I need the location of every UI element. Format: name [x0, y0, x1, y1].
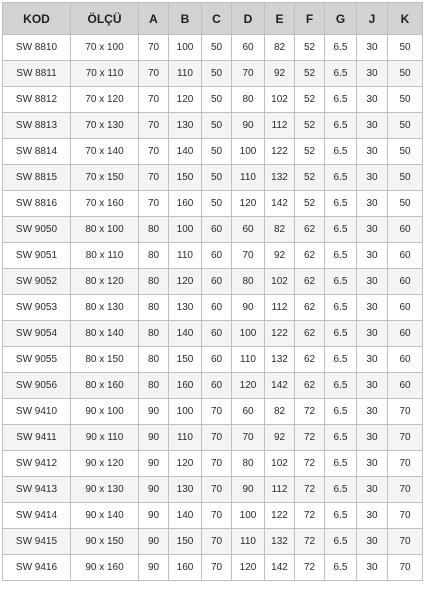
cell-g: 6.5	[325, 555, 357, 581]
cell-olcu: 70 x 130	[71, 113, 139, 139]
cell-f: 62	[295, 295, 325, 321]
cell-d: 120	[232, 555, 265, 581]
cell-c: 50	[202, 191, 232, 217]
cell-b: 110	[169, 425, 202, 451]
cell-f: 72	[295, 425, 325, 451]
cell-j: 30	[357, 529, 388, 555]
cell-a: 90	[139, 503, 169, 529]
cell-b: 100	[169, 217, 202, 243]
cell-f: 62	[295, 217, 325, 243]
table-row	[3, 399, 423, 425]
cell-f: 72	[295, 477, 325, 503]
cell-b: 130	[169, 113, 202, 139]
cell-olcu: 80 x 150	[71, 347, 139, 373]
cell-olcu: 70 x 150	[71, 165, 139, 191]
cell-b: 120	[169, 87, 202, 113]
cell-d: 70	[232, 425, 265, 451]
cell-d: 90	[232, 295, 265, 321]
cell-olcu: 70 x 120	[71, 87, 139, 113]
cell-c: 60	[202, 243, 232, 269]
cell-olcu: 90 x 100	[71, 399, 139, 425]
cell-c: 50	[202, 139, 232, 165]
cell-olcu: 80 x 100	[71, 217, 139, 243]
cell-a: 70	[139, 113, 169, 139]
header-row	[3, 3, 423, 35]
cell-kod: SW 9414	[3, 503, 71, 529]
cell-j: 30	[357, 87, 388, 113]
cell-j: 30	[357, 373, 388, 399]
cell-f: 72	[295, 451, 325, 477]
cell-a: 70	[139, 87, 169, 113]
cell-j: 30	[357, 113, 388, 139]
cell-j: 30	[357, 191, 388, 217]
cell-g: 6.5	[325, 61, 357, 87]
cell-c: 60	[202, 269, 232, 295]
cell-d: 80	[232, 451, 265, 477]
cell-kod: SW 9052	[3, 269, 71, 295]
cell-a: 80	[139, 295, 169, 321]
cell-c: 70	[202, 503, 232, 529]
cell-b: 120	[169, 269, 202, 295]
table-row	[3, 477, 423, 503]
cell-kod: SW 9410	[3, 399, 71, 425]
cell-b: 130	[169, 295, 202, 321]
cell-f: 72	[295, 529, 325, 555]
cell-c: 50	[202, 113, 232, 139]
cell-e: 92	[265, 243, 295, 269]
column-header-kod: KOD	[3, 3, 71, 35]
table-row	[3, 243, 423, 269]
cell-e: 92	[265, 61, 295, 87]
cell-g: 6.5	[325, 87, 357, 113]
cell-kod: SW 9413	[3, 477, 71, 503]
cell-e: 142	[265, 373, 295, 399]
cell-olcu: 90 x 120	[71, 451, 139, 477]
cell-j: 30	[357, 399, 388, 425]
cell-c: 50	[202, 87, 232, 113]
cell-g: 6.5	[325, 295, 357, 321]
cell-d: 110	[232, 165, 265, 191]
cell-olcu: 80 x 130	[71, 295, 139, 321]
cell-d: 60	[232, 35, 265, 61]
cell-kod: SW 8810	[3, 35, 71, 61]
cell-k: 50	[388, 35, 423, 61]
cell-olcu: 70 x 140	[71, 139, 139, 165]
cell-c: 70	[202, 451, 232, 477]
column-header-j: J	[357, 3, 388, 35]
cell-g: 6.5	[325, 191, 357, 217]
table-row	[3, 61, 423, 87]
table-row	[3, 191, 423, 217]
cell-j: 30	[357, 347, 388, 373]
table-row	[3, 347, 423, 373]
cell-f: 62	[295, 321, 325, 347]
cell-j: 30	[357, 217, 388, 243]
column-header-a: A	[139, 3, 169, 35]
cell-e: 102	[265, 451, 295, 477]
cell-j: 30	[357, 451, 388, 477]
table-row	[3, 503, 423, 529]
cell-kod: SW 8814	[3, 139, 71, 165]
cell-a: 90	[139, 451, 169, 477]
cell-k: 60	[388, 217, 423, 243]
cell-d: 60	[232, 399, 265, 425]
cell-k: 60	[388, 295, 423, 321]
cell-k: 70	[388, 399, 423, 425]
cell-g: 6.5	[325, 243, 357, 269]
cell-c: 60	[202, 347, 232, 373]
cell-kod: SW 9050	[3, 217, 71, 243]
cell-k: 70	[388, 503, 423, 529]
cell-b: 160	[169, 373, 202, 399]
cell-g: 6.5	[325, 347, 357, 373]
cell-olcu: 90 x 130	[71, 477, 139, 503]
column-header-c: C	[202, 3, 232, 35]
cell-k: 60	[388, 269, 423, 295]
table-row	[3, 139, 423, 165]
cell-f: 62	[295, 269, 325, 295]
table-body	[3, 35, 423, 581]
cell-c: 70	[202, 555, 232, 581]
cell-b: 140	[169, 321, 202, 347]
table-row	[3, 113, 423, 139]
column-header-f: F	[295, 3, 325, 35]
cell-olcu: 80 x 160	[71, 373, 139, 399]
cell-e: 102	[265, 87, 295, 113]
cell-f: 52	[295, 113, 325, 139]
cell-e: 112	[265, 295, 295, 321]
cell-j: 30	[357, 243, 388, 269]
cell-a: 70	[139, 35, 169, 61]
cell-g: 6.5	[325, 35, 357, 61]
cell-k: 70	[388, 477, 423, 503]
cell-kod: SW 8815	[3, 165, 71, 191]
spec-table-container	[2, 2, 422, 581]
cell-kod: SW 9412	[3, 451, 71, 477]
cell-c: 70	[202, 399, 232, 425]
table-row	[3, 87, 423, 113]
cell-k: 70	[388, 451, 423, 477]
cell-e: 112	[265, 477, 295, 503]
cell-a: 70	[139, 165, 169, 191]
cell-j: 30	[357, 35, 388, 61]
cell-g: 6.5	[325, 425, 357, 451]
cell-f: 72	[295, 399, 325, 425]
cell-j: 30	[357, 61, 388, 87]
cell-kod: SW 9051	[3, 243, 71, 269]
cell-d: 120	[232, 373, 265, 399]
cell-g: 6.5	[325, 399, 357, 425]
cell-e: 102	[265, 269, 295, 295]
cell-c: 70	[202, 425, 232, 451]
cell-j: 30	[357, 425, 388, 451]
cell-d: 70	[232, 243, 265, 269]
cell-a: 80	[139, 217, 169, 243]
cell-kod: SW 9415	[3, 529, 71, 555]
cell-olcu: 70 x 100	[71, 35, 139, 61]
cell-a: 90	[139, 529, 169, 555]
cell-olcu: 90 x 150	[71, 529, 139, 555]
table-row	[3, 425, 423, 451]
cell-j: 30	[357, 269, 388, 295]
cell-k: 50	[388, 191, 423, 217]
table-row	[3, 165, 423, 191]
cell-c: 60	[202, 373, 232, 399]
cell-k: 50	[388, 87, 423, 113]
cell-k: 70	[388, 529, 423, 555]
cell-a: 70	[139, 139, 169, 165]
cell-a: 80	[139, 373, 169, 399]
cell-g: 6.5	[325, 451, 357, 477]
cell-d: 80	[232, 87, 265, 113]
cell-k: 70	[388, 425, 423, 451]
cell-f: 72	[295, 503, 325, 529]
table-row	[3, 555, 423, 581]
cell-a: 80	[139, 243, 169, 269]
cell-k: 50	[388, 61, 423, 87]
cell-e: 82	[265, 217, 295, 243]
cell-k: 60	[388, 347, 423, 373]
cell-e: 82	[265, 399, 295, 425]
cell-kod: SW 8813	[3, 113, 71, 139]
cell-olcu: 90 x 160	[71, 555, 139, 581]
table-row	[3, 217, 423, 243]
cell-b: 110	[169, 61, 202, 87]
cell-g: 6.5	[325, 113, 357, 139]
cell-olcu: 70 x 110	[71, 61, 139, 87]
cell-a: 90	[139, 477, 169, 503]
cell-f: 52	[295, 191, 325, 217]
cell-b: 130	[169, 477, 202, 503]
cell-c: 50	[202, 61, 232, 87]
cell-j: 30	[357, 477, 388, 503]
cell-d: 100	[232, 503, 265, 529]
table-header	[3, 3, 423, 35]
cell-c: 70	[202, 477, 232, 503]
cell-f: 62	[295, 347, 325, 373]
table-row	[3, 295, 423, 321]
column-header-olcu: ÖLÇÜ	[71, 3, 139, 35]
cell-b: 160	[169, 555, 202, 581]
cell-kod: SW 9054	[3, 321, 71, 347]
cell-b: 150	[169, 529, 202, 555]
cell-g: 6.5	[325, 373, 357, 399]
cell-d: 90	[232, 477, 265, 503]
cell-c: 60	[202, 321, 232, 347]
cell-j: 30	[357, 139, 388, 165]
cell-k: 60	[388, 321, 423, 347]
table-row	[3, 269, 423, 295]
cell-f: 62	[295, 243, 325, 269]
cell-g: 6.5	[325, 139, 357, 165]
cell-f: 52	[295, 61, 325, 87]
cell-a: 90	[139, 399, 169, 425]
cell-g: 6.5	[325, 321, 357, 347]
cell-olcu: 90 x 110	[71, 425, 139, 451]
cell-a: 80	[139, 269, 169, 295]
cell-olcu: 80 x 140	[71, 321, 139, 347]
column-header-d: D	[232, 3, 265, 35]
cell-olcu: 80 x 120	[71, 269, 139, 295]
cell-f: 52	[295, 139, 325, 165]
column-header-k: K	[388, 3, 423, 35]
cell-b: 100	[169, 399, 202, 425]
cell-kod: SW 9056	[3, 373, 71, 399]
cell-d: 110	[232, 529, 265, 555]
cell-a: 80	[139, 347, 169, 373]
cell-d: 90	[232, 113, 265, 139]
cell-kod: SW 9053	[3, 295, 71, 321]
cell-e: 122	[265, 139, 295, 165]
column-header-g: G	[325, 3, 357, 35]
cell-c: 50	[202, 165, 232, 191]
cell-kod: SW 8811	[3, 61, 71, 87]
cell-b: 120	[169, 451, 202, 477]
cell-olcu: 80 x 110	[71, 243, 139, 269]
cell-f: 52	[295, 165, 325, 191]
cell-kod: SW 8816	[3, 191, 71, 217]
table-row	[3, 373, 423, 399]
cell-b: 150	[169, 165, 202, 191]
cell-f: 52	[295, 35, 325, 61]
cell-kod: SW 9416	[3, 555, 71, 581]
column-header-b: B	[169, 3, 202, 35]
cell-a: 70	[139, 61, 169, 87]
cell-e: 132	[265, 529, 295, 555]
cell-g: 6.5	[325, 477, 357, 503]
cell-c: 70	[202, 529, 232, 555]
cell-a: 90	[139, 425, 169, 451]
cell-a: 90	[139, 555, 169, 581]
cell-kod: SW 8812	[3, 87, 71, 113]
cell-e: 112	[265, 113, 295, 139]
cell-k: 60	[388, 243, 423, 269]
cell-k: 50	[388, 165, 423, 191]
cell-b: 140	[169, 503, 202, 529]
cell-f: 72	[295, 555, 325, 581]
cell-b: 100	[169, 35, 202, 61]
table-row	[3, 321, 423, 347]
cell-c: 60	[202, 295, 232, 321]
cell-g: 6.5	[325, 529, 357, 555]
cell-kod: SW 9411	[3, 425, 71, 451]
cell-b: 160	[169, 191, 202, 217]
cell-g: 6.5	[325, 269, 357, 295]
table-row	[3, 35, 423, 61]
cell-j: 30	[357, 555, 388, 581]
cell-c: 60	[202, 217, 232, 243]
cell-e: 142	[265, 191, 295, 217]
cell-d: 70	[232, 61, 265, 87]
cell-e: 132	[265, 347, 295, 373]
cell-f: 62	[295, 373, 325, 399]
cell-g: 6.5	[325, 503, 357, 529]
cell-b: 150	[169, 347, 202, 373]
cell-b: 110	[169, 243, 202, 269]
cell-d: 100	[232, 321, 265, 347]
cell-kod: SW 9055	[3, 347, 71, 373]
cell-d: 100	[232, 139, 265, 165]
cell-d: 110	[232, 347, 265, 373]
cell-e: 122	[265, 503, 295, 529]
cell-k: 50	[388, 113, 423, 139]
cell-f: 52	[295, 87, 325, 113]
cell-j: 30	[357, 295, 388, 321]
cell-b: 140	[169, 139, 202, 165]
cell-e: 122	[265, 321, 295, 347]
cell-c: 50	[202, 35, 232, 61]
table-row	[3, 451, 423, 477]
dimension-spec-table	[2, 2, 423, 581]
cell-e: 82	[265, 35, 295, 61]
cell-k: 70	[388, 555, 423, 581]
cell-d: 80	[232, 269, 265, 295]
cell-olcu: 90 x 140	[71, 503, 139, 529]
cell-e: 92	[265, 425, 295, 451]
cell-d: 60	[232, 217, 265, 243]
cell-olcu: 70 x 160	[71, 191, 139, 217]
cell-a: 70	[139, 191, 169, 217]
cell-e: 142	[265, 555, 295, 581]
cell-k: 60	[388, 373, 423, 399]
cell-d: 120	[232, 191, 265, 217]
column-header-e: E	[265, 3, 295, 35]
cell-j: 30	[357, 321, 388, 347]
cell-g: 6.5	[325, 165, 357, 191]
table-row	[3, 529, 423, 555]
cell-j: 30	[357, 165, 388, 191]
cell-j: 30	[357, 503, 388, 529]
cell-a: 80	[139, 321, 169, 347]
cell-e: 132	[265, 165, 295, 191]
cell-g: 6.5	[325, 217, 357, 243]
cell-k: 50	[388, 139, 423, 165]
